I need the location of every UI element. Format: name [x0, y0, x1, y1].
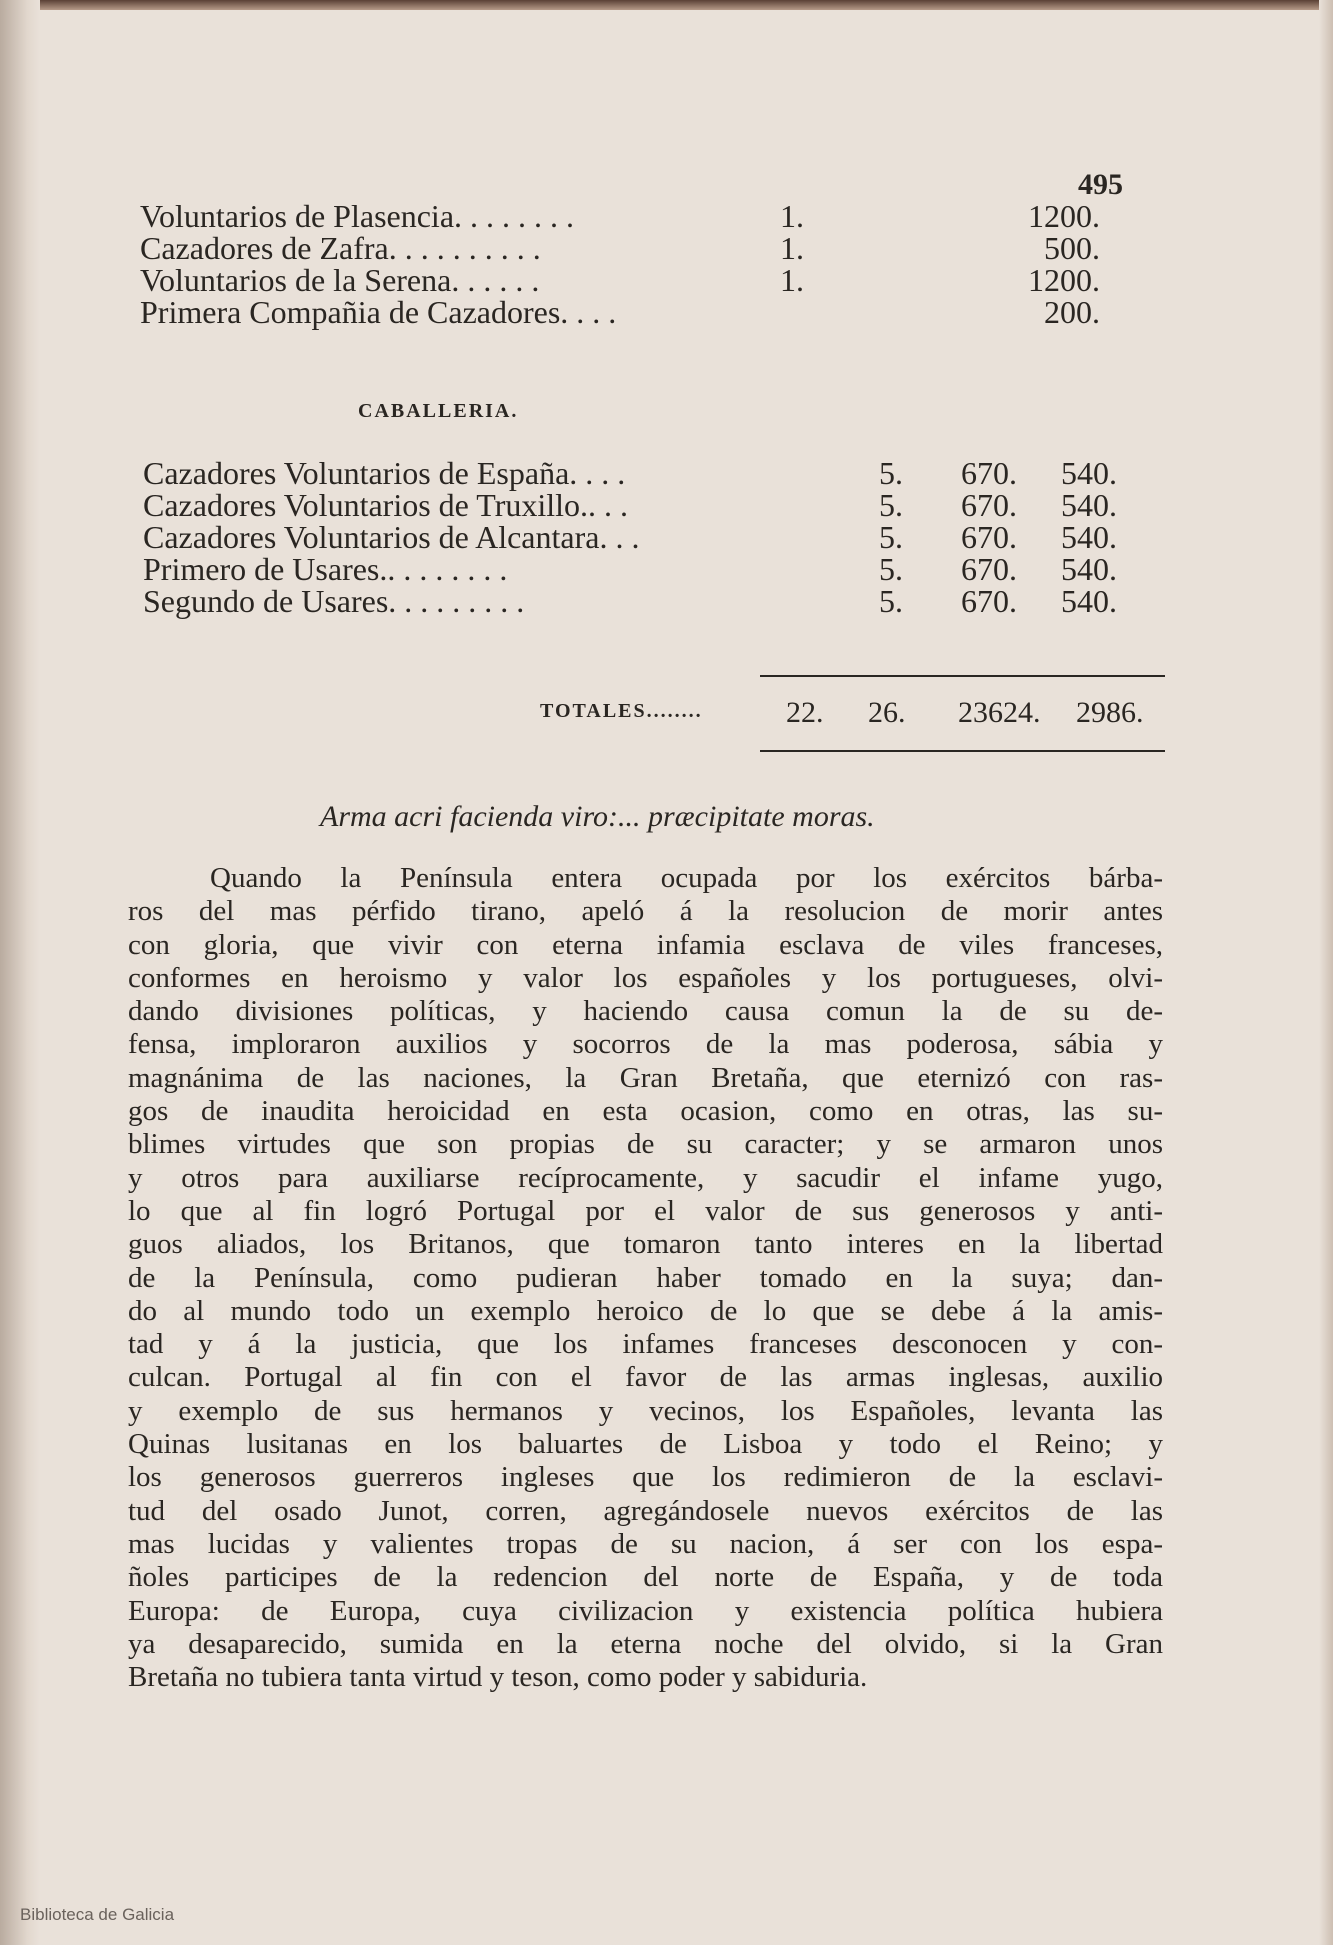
text-line: culcan. Portugal al fin con el favor de las armas inglesas, auxilio: [128, 1361, 1163, 1394]
text-line: tad y á la justicia, que los infames franceses desconocen y con-: [128, 1328, 1163, 1361]
body-paragraph: [128, 862, 1163, 1694]
total-3: 23624.: [958, 696, 1041, 729]
infantry-table: [140, 198, 1140, 330]
text-line: Bretaña no tubiera tanta virtud y teson, como poder y sabiduria.: [128, 1661, 868, 1694]
text-line: ros del mas pérfido tirano, apeló á la resolucion de morir antes: [128, 895, 1163, 928]
text-line: los generosos guerreros ingleses que los redimieron de la esclavi-: [128, 1461, 1163, 1494]
row-col-a: 5.: [879, 583, 903, 619]
row-label: Primera Compañia de Cazadores. . . .: [140, 294, 617, 330]
text-line: de la Península, como pudieran haber tomado en la suya; dan-: [128, 1261, 1163, 1294]
total-2: 26.: [868, 696, 906, 729]
totals-rule-top: [760, 675, 1165, 677]
row-men: 1200.: [1028, 262, 1100, 298]
cavalry-table: [143, 455, 1193, 619]
row-label: Segundo de Usares. . . . . . . . .: [143, 583, 525, 619]
row-label: Primero de Usares.. . . . . . . .: [143, 551, 508, 587]
latin-motto: Arma acri facienda viro:... præcipitate moras.: [320, 800, 875, 833]
table-row: [140, 230, 1140, 266]
table-row: [143, 519, 1193, 555]
text-line: Europa: de Europa, cuya civilizacion y existencia política hubiera: [128, 1594, 1163, 1627]
row-col-c: 540.: [1061, 583, 1117, 619]
table-row: [140, 262, 1140, 298]
row-count: 1.: [780, 230, 804, 266]
text-line: y otros para auxiliarse recíprocamente, y sacudir el infame yugo,: [128, 1161, 1163, 1194]
row-col-c: 540.: [1061, 487, 1117, 523]
row-col-b: 670.: [961, 455, 1017, 491]
text-line: Quando la Península entera ocupada por los exércitos bárba-: [210, 862, 1163, 894]
table-row: [143, 551, 1193, 587]
text-line: lo que al fin logró Portugal por el valor de sus generosos y anti-: [128, 1194, 1163, 1227]
totals-label: TOTALES........: [540, 700, 703, 722]
row-col-c: 540.: [1061, 455, 1117, 491]
row-count: 1.: [780, 198, 804, 234]
row-col-b: 670.: [961, 551, 1017, 587]
text-line: conformes en heroismo y valor los españoles y los portugueses, olvi-: [128, 961, 1163, 994]
row-col-c: 540.: [1061, 551, 1117, 587]
row-label: Cazadores Voluntarios de Truxillo.. . .: [143, 487, 629, 523]
page-right-edge: [1319, 0, 1333, 1945]
row-label: Cazadores Voluntarios de Alcantara. . .: [143, 519, 640, 555]
text-line: y exemplo de sus hermanos y vecinos, los Españoles, levanta las: [128, 1394, 1163, 1427]
text-line: mas lucidas y valientes tropas de su nacion, á ser con los espa-: [128, 1527, 1163, 1560]
page-number: 495: [1078, 168, 1123, 201]
table-row: [143, 455, 1193, 491]
text-line: con gloria, que vivir con eterna infamia esclava de viles franceses,: [128, 928, 1163, 961]
totals-row: [540, 696, 1160, 732]
totals-rule-bottom: [760, 750, 1165, 752]
page-top-edge: [0, 0, 1333, 10]
row-col-a: 5.: [879, 519, 903, 555]
total-1: 22.: [786, 696, 824, 729]
table-row: [140, 198, 1140, 234]
row-label: Cazadores Voluntarios de España. . . .: [143, 455, 626, 491]
row-col-a: 5.: [879, 455, 903, 491]
row-men: 1200.: [1028, 198, 1100, 234]
text-line: ñoles participes de la redencion del norte de España, y de toda: [128, 1561, 1163, 1594]
text-line: Quinas lusitanas en los baluartes de Lisboa y todo el Reino; y: [128, 1428, 1163, 1461]
table-row: [140, 294, 1140, 330]
table-row: [143, 583, 1193, 619]
total-4: 2986.: [1076, 696, 1144, 729]
table-row: [143, 487, 1193, 523]
row-count: 1.: [780, 262, 804, 298]
row-men: 200.: [1044, 294, 1100, 330]
text-line: guos aliados, los Britanos, que tomaron tanto interes en la libertad: [128, 1228, 1163, 1261]
row-col-b: 670.: [961, 583, 1017, 619]
text-line: gos de inaudita heroicidad en esta ocasion, como en otras, las su-: [128, 1095, 1163, 1128]
text-line: magnánima de las naciones, la Gran Bretaña, que eternizó con ras-: [128, 1061, 1163, 1094]
text-line: do al mundo todo un exemplo heroico de lo que se debe á la amis-: [128, 1294, 1163, 1327]
row-col-c: 540.: [1061, 519, 1117, 555]
row-col-b: 670.: [961, 487, 1017, 523]
text-line: tud del osado Junot, corren, agregándosele nuevos exércitos de las: [128, 1494, 1163, 1527]
row-label: Voluntarios de Plasencia. . . . . . . .: [140, 198, 575, 234]
row-label: Cazadores de Zafra. . . . . . . . . .: [140, 230, 541, 266]
text-line: fensa, imploraron auxilios y socorros de la mas poderosa, sábia y: [128, 1028, 1163, 1061]
text-line: dando divisiones políticas, y haciendo causa comun la de su de-: [128, 995, 1163, 1028]
library-watermark: Biblioteca de Galicia: [20, 1905, 175, 1924]
text-line: blimes virtudes que son propias de su caracter; y se armaron unos: [128, 1128, 1163, 1161]
row-col-a: 5.: [879, 551, 903, 587]
row-col-a: 5.: [879, 487, 903, 523]
text-line: ya desaparecido, sumida en la eterna noche del olvido, si la Gran: [128, 1627, 1163, 1660]
row-men: 500.: [1044, 230, 1100, 266]
row-col-b: 670.: [961, 519, 1017, 555]
binding-gutter: [0, 0, 40, 1945]
section-heading: CABALLERIA.: [358, 400, 519, 422]
row-label: Voluntarios de la Serena. . . . . .: [140, 262, 540, 298]
